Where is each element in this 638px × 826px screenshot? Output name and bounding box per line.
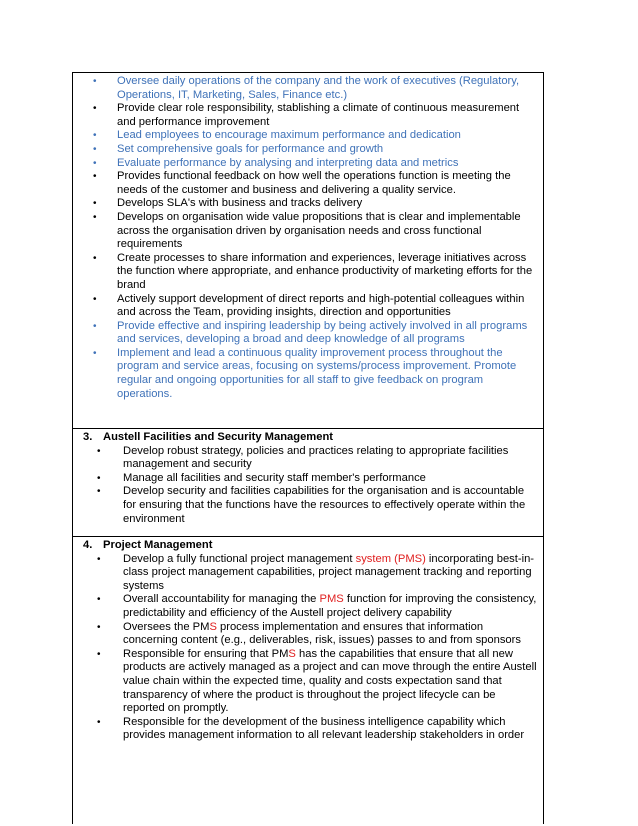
list-item-text: Develop security and facilities capabilities for the organisation and is accountable for ensuring that the functions have the resources to effectively operate within the environment bbox=[123, 485, 526, 525]
list-item-text: Lead employees to encourage maximum performance and dedication bbox=[117, 129, 461, 142]
list-item-text: Responsible for the development of the business intelligence capability which provides management information to all relevant leadership stakeholders in order bbox=[123, 715, 525, 742]
list-item-text: Evaluate performance by analysing and interpreting data and metrics bbox=[117, 156, 459, 169]
list-item-text: Provide clear role responsibility, stablishing a climate of continuous measurement and performance improvement bbox=[117, 102, 520, 128]
list-item-text: incorporating best-in-class project management capabilities, project management tracking and reporting systems bbox=[123, 552, 535, 592]
section-heading bbox=[79, 539, 537, 553]
section-heading bbox=[79, 431, 537, 445]
list-item bbox=[79, 320, 537, 347]
list-item bbox=[79, 157, 537, 171]
list-item-text: Create processes to share information and experiences, leverage initiatives across the function where appropriate, and enhance productivity of marketing efforts for the brand bbox=[117, 251, 533, 291]
list-item bbox=[79, 593, 537, 620]
list-item-text: Manage all facilities and security staff member's performance bbox=[123, 471, 426, 484]
responsibilities-table bbox=[72, 72, 544, 824]
list-item-text: Set comprehensive goals for performance and growth bbox=[117, 142, 384, 155]
bullet-icon: • bbox=[93, 211, 97, 223]
bullet-icon: • bbox=[97, 648, 101, 660]
list-item-text: Develop robust strategy, policies and practices relating to appropriate facilities management and security bbox=[123, 444, 509, 471]
list-item bbox=[79, 485, 537, 526]
list-item bbox=[79, 170, 537, 197]
bullet-icon: • bbox=[97, 445, 101, 457]
list-item-text: has the capabilities that ensure that all new products are actively managed as a project and can move through the entire Austell value chain within the expected time, quality and costs expectation sand that transparency of where the product is throughout the project lifecycle can be reported on promptly. bbox=[123, 647, 537, 715]
list-item-text: Overall accountability for managing the bbox=[123, 593, 320, 606]
bullet-icon: • bbox=[93, 103, 97, 115]
bullet-icon: • bbox=[97, 472, 101, 484]
list-item bbox=[79, 252, 537, 293]
list-item bbox=[79, 347, 537, 401]
list-item bbox=[79, 445, 537, 472]
list-item bbox=[79, 129, 537, 143]
list-item bbox=[79, 102, 537, 129]
facilities-security-list bbox=[79, 445, 537, 527]
project-management-list bbox=[79, 553, 537, 743]
bullet-icon: • bbox=[93, 76, 97, 87]
list-item-text: Develops SLA's with business and tracks delivery bbox=[117, 197, 363, 210]
list-item-text: Responsible for ensuring that PM bbox=[123, 647, 289, 660]
bullet-icon: • bbox=[93, 171, 97, 183]
bullet-icon: • bbox=[93, 157, 97, 169]
list-item bbox=[79, 143, 537, 157]
list-item bbox=[79, 716, 537, 743]
bullet-icon: • bbox=[93, 130, 97, 142]
bullet-icon: • bbox=[93, 252, 97, 264]
list-item bbox=[79, 472, 537, 486]
highlighted-text: S bbox=[209, 620, 217, 633]
list-item bbox=[79, 293, 537, 320]
list-item bbox=[79, 211, 537, 252]
list-item bbox=[79, 553, 537, 594]
section-title: Project Management bbox=[103, 539, 213, 551]
bullet-icon: • bbox=[97, 621, 101, 633]
facilities-security-cell bbox=[73, 429, 543, 537]
bullet-icon: • bbox=[93, 198, 97, 210]
project-management-cell bbox=[73, 537, 543, 745]
list-item-text: Provides functional feedback on how well the operations function is meeting the needs of the customer and business and delivering a quality service. bbox=[117, 170, 511, 196]
operations-list bbox=[79, 75, 537, 401]
list-item bbox=[79, 75, 537, 102]
section-title: Austell Facilities and Security Management bbox=[103, 431, 334, 443]
list-item bbox=[79, 621, 537, 648]
list-item-text: Develop a fully functional project management bbox=[123, 552, 356, 565]
bullet-icon: • bbox=[97, 594, 101, 606]
list-item-text: Oversee daily operations of the company and the work of executives (Regulatory, Operations, IT, Marketing, Sales, Finance etc.) bbox=[117, 75, 520, 101]
bullet-icon: • bbox=[97, 553, 101, 565]
highlighted-text: S bbox=[288, 647, 296, 660]
list-item bbox=[79, 197, 537, 211]
operations-cell bbox=[73, 73, 543, 429]
list-item-text: Actively support development of direct reports and high-potential colleagues within and across the Team, providing insights, direction and opportunities bbox=[117, 292, 525, 319]
list-item-text: function for improving the consistency, predictability and efficiency of the Austell project delivery capability bbox=[123, 593, 537, 619]
list-item-text: Oversees the PM bbox=[123, 620, 210, 633]
list-item-text: process implementation and ensures that information concerning content (e.g., deliverables, risk, issues) passes to and from sponsors bbox=[123, 620, 521, 647]
list-item-text: Develops on organisation wide value propositions that is clear and implementable across the organisation driven by organisation needs and cross functional requirements bbox=[117, 210, 521, 251]
highlighted-text: PMS bbox=[319, 593, 344, 606]
bullet-icon: • bbox=[97, 486, 101, 498]
highlighted-text: system (PMS) bbox=[355, 552, 426, 565]
section-number: 4. bbox=[83, 539, 93, 551]
section-number: 3. bbox=[83, 431, 93, 443]
list-item-text: Implement and lead a continuous quality improvement process throughout the program and service areas, focusing on systems/process improvement. Promote regular and ongoing opportunities for all staff to give feedback on program operations. bbox=[117, 346, 517, 400]
bullet-icon: • bbox=[93, 143, 97, 155]
bullet-icon: • bbox=[93, 293, 97, 305]
bullet-icon: • bbox=[93, 347, 97, 359]
list-item bbox=[79, 648, 537, 716]
bullet-icon: • bbox=[97, 716, 101, 728]
bullet-icon: • bbox=[93, 320, 97, 332]
list-item-text: Provide effective and inspiring leadership by being actively involved in all programs and services, developing a broad and deep knowledge of all programs bbox=[117, 319, 528, 346]
